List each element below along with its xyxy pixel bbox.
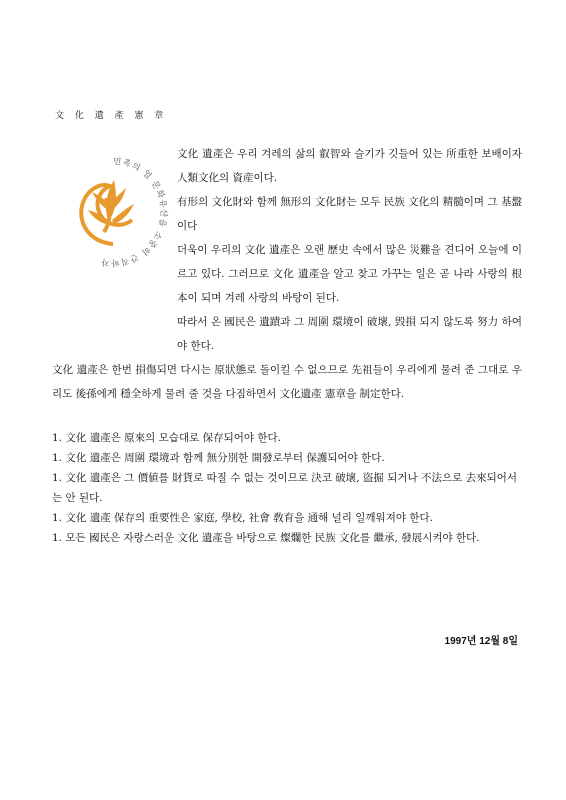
charter-article: 1. 文化 遺產 保存의 重要性은 家庭, 學校, 社會 敎育을 通해 널리 일깨워져야 한다. (52, 512, 433, 524)
charter-article: 1. 文化 遺產은 그 價値를 財貨로 따질 수 없는 것이므로 決코 破壞, 盜掘 되거나 不法으로 去來되어서는 안 된다. (52, 472, 518, 504)
charter-article: 1. 文化 遺產은 原來의 모습대로 保存되어야 한다. (52, 432, 281, 444)
charter-article: 1. 文化 遺產은 周圍 環境과 함께 無分別한 開發로부터 保護되어야 한다. (52, 452, 385, 464)
preamble-paragraph: 文化 遺產은 한번 損傷되면 다시는 原狀態로 돌이킬 수 없으므로 先祖들이 우리에게 물려 준 그대로 우리도 後孫에게 穩全하게 물려 줄 것을 다짐하면서 文化遺產 憲章을 制定한다. (52, 364, 522, 400)
preamble-paragraph: 더욱이 우리의 文化 遺產은 오랜 歷史 속에서 많은 災難을 견디어 오늘에 이르고 있다. 그러므로 文化 遺產을 알고 찾고 가꾸는 일은 곧 나라 사랑의 根本이 되며 겨레 사랑의 바탕이 된다. (177, 244, 522, 304)
charter-preamble (52, 142, 522, 406)
preamble-paragraph: 따라서 온 國民은 遺蹟과 그 周圍 環境이 破壞, 毁損 되지 않도록 努力 하여야 한다. (177, 316, 522, 352)
document-title: 文 化 遺 產 憲 章 (55, 111, 168, 121)
charter-articles (52, 428, 522, 548)
charter-date: 1997년 12월 8일 (444, 636, 518, 647)
preamble-paragraph: 有形의 文化財와 함께 無形의 文化財는 모두 民族 文化의 精髓이며 그 基盤이다 (177, 196, 522, 232)
charter-article: 1. 모든 國民은 자랑스러운 文化 遺產을 바탕으로 燦爛한 民族 文化를 繼承, 發展시켜야 한다. (52, 532, 480, 544)
emblem-ring-text: 민족의 얼 문화유산을 소중히 간직하자 (99, 156, 169, 268)
preamble-paragraph: 文化 遺產은 우리 겨레의 삶의 叡智와 슬기가 깃들어 있는 所重한 보배이자 人類文化의 資産이다. (177, 148, 522, 184)
